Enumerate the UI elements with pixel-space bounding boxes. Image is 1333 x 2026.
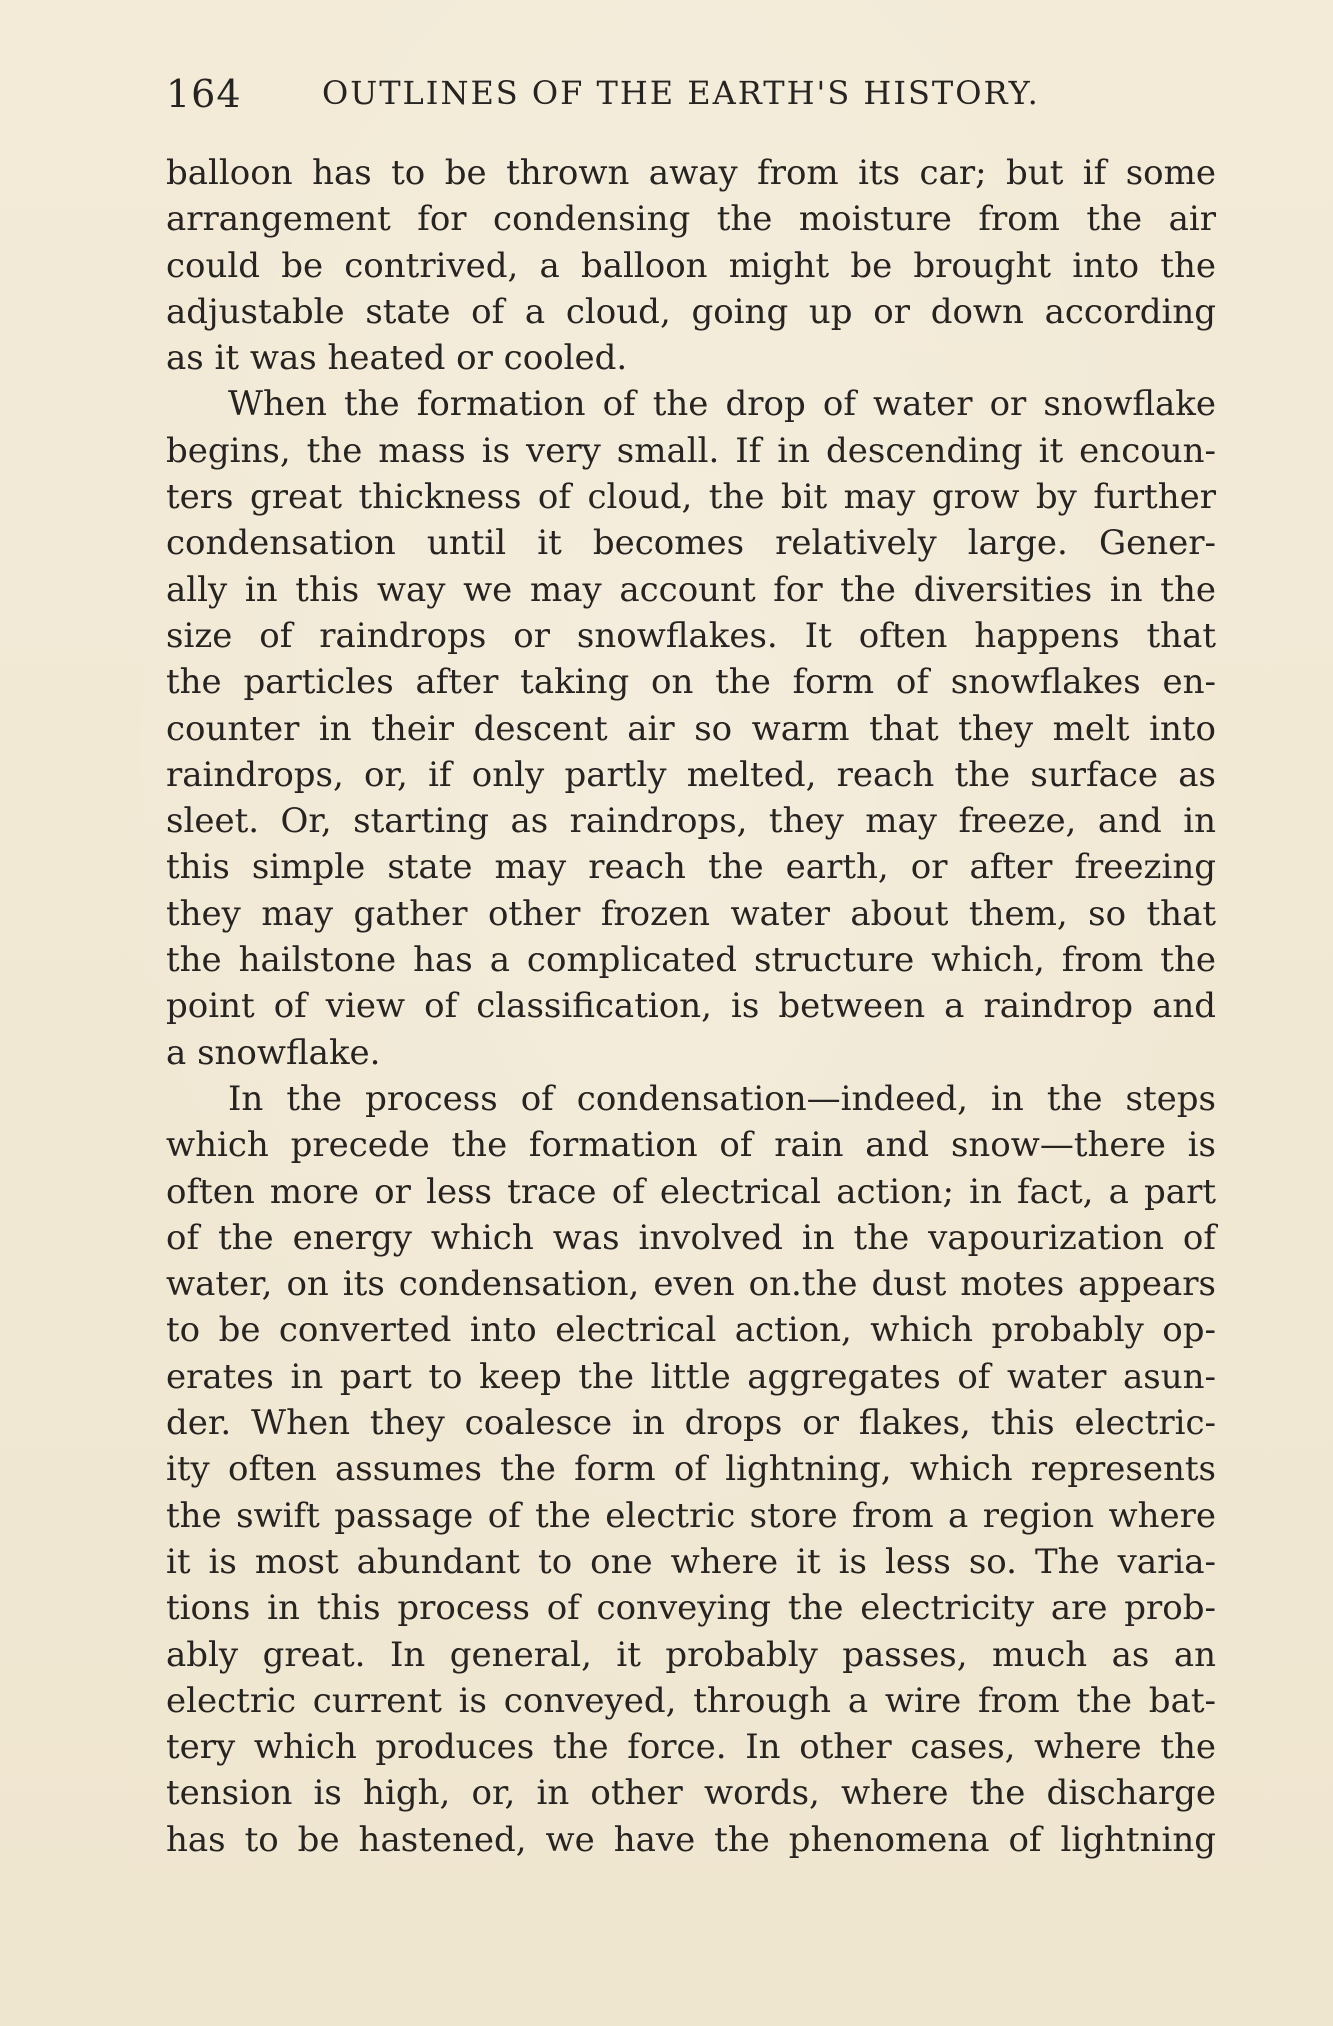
- text-line: to be converted into electrical action, which probably op-: [166, 1310, 1216, 1351]
- text-line: In the process of condensation—indeed, in the steps: [228, 1078, 1216, 1119]
- text-line: could be contrived, a balloon might be brought into the: [166, 245, 1216, 286]
- text-line: the swift passage of the electric store from a region where: [166, 1495, 1216, 1536]
- paragraph: [166, 381, 1216, 1075]
- text-line: sleet. Or, starting as raindrops, they may freeze, and in: [166, 801, 1216, 842]
- text-line: adjustable state of a cloud, going up or down according: [166, 291, 1216, 332]
- text-line: ters great thickness of cloud, the bit may grow by further: [166, 477, 1216, 518]
- text-line: When the formation of the drop of water or snowflake: [228, 384, 1216, 425]
- page-header: [166, 68, 1216, 128]
- text-line: ally in this way we may account for the diversities in the: [166, 569, 1216, 610]
- text-line: electric current is conveyed, through a wire from the bat-: [166, 1680, 1216, 1721]
- text-line: raindrops, or, if only partly melted, reach the surface as: [166, 754, 1216, 795]
- paragraph: [166, 1076, 1216, 1863]
- text-line: of the energy which was involved in the vapourization of: [166, 1217, 1216, 1258]
- text-line: point of view of classification, is between a raindrop and: [166, 986, 1216, 1027]
- text-line: as it was heated or cooled.: [166, 338, 628, 379]
- running-title: OUTLINES OF THE EARTH'S HISTORY.: [322, 74, 1040, 112]
- text-line: they may gather other frozen water about them, so that: [166, 893, 1216, 934]
- text-line: condensation until it becomes relatively large. Gener-: [166, 523, 1216, 564]
- text-line: balloon has to be thrown away from its car; but if some: [166, 153, 1216, 193]
- text-line: this simple state may reach the earth, or after freezing: [166, 847, 1216, 888]
- text-line: the hailstone has a complicated structure which, from the: [166, 940, 1216, 981]
- text-line: a snowflake.: [166, 1032, 381, 1073]
- text-line: water, on its condensation, even on.the dust motes appears: [166, 1264, 1216, 1305]
- text-line: tery which produces the force. In other cases, where the: [166, 1727, 1216, 1768]
- text-line: counter in their descent air so warm that they melt into: [166, 708, 1216, 749]
- text-line: ity often assumes the form of lightning, which represents: [166, 1449, 1216, 1490]
- paragraph: [166, 150, 1216, 381]
- text-line: often more or less trace of electrical action; in fact, a part: [166, 1171, 1216, 1212]
- text-line: it is most abundant to one where it is less so. The varia-: [166, 1541, 1216, 1582]
- text-line: tions in this process of conveying the electricity are prob-: [166, 1588, 1216, 1629]
- text-line: arrangement for condensing the moisture from the air: [166, 199, 1216, 240]
- page-number: 164: [166, 72, 242, 116]
- text-line: which precede the formation of rain and snow—there is: [166, 1125, 1216, 1166]
- text-line: size of raindrops or snowflakes. It often happens that: [166, 615, 1216, 656]
- text-line: ably great. In general, it probably passes, much as an: [166, 1634, 1216, 1675]
- text-line: der. When they coalesce in drops or flakes, this electric-: [166, 1403, 1216, 1444]
- body-text: [166, 150, 1216, 1863]
- text-line: the particles after taking on the form of snowflakes en-: [166, 662, 1216, 703]
- text-line: erates in part to keep the little aggregates of water asun-: [166, 1356, 1216, 1397]
- text-line: begins, the mass is very small. If in descending it encoun-: [166, 430, 1216, 471]
- text-line: has to be hastened, we have the phenomena of lightning: [166, 1819, 1216, 1860]
- text-line: tension is high, or, in other words, where the discharge: [166, 1773, 1216, 1814]
